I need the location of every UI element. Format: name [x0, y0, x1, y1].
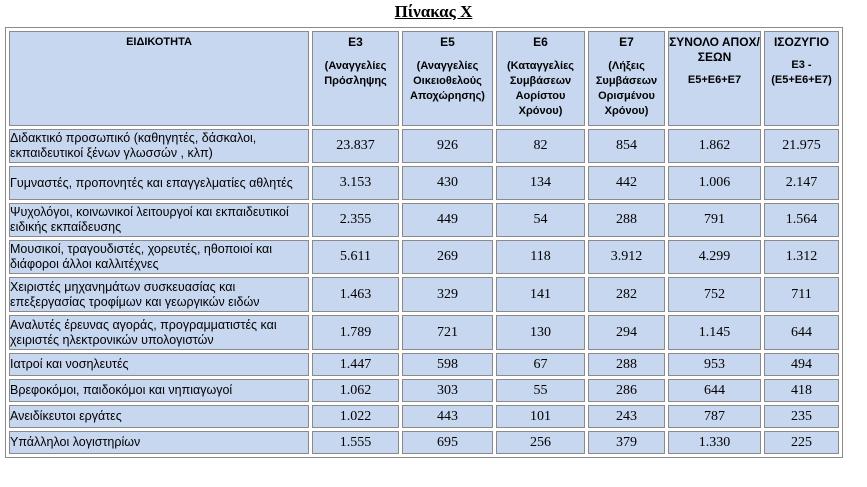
- header-balance-title: ΙΣΟΖΥΓΙΟ: [773, 35, 830, 49]
- specialty-cell: Ψυχολόγοι, κοινωνικοί λειτουργοί και εκπαιδευτικοί ειδικής εκπαίδευσης: [9, 203, 309, 237]
- e5-cell: 443: [402, 405, 493, 428]
- e7-cell: 854: [588, 129, 665, 163]
- header-e3-code: Ε3: [348, 35, 363, 49]
- header-e5: [402, 31, 493, 126]
- table-row: [9, 353, 839, 376]
- header-e5-code: Ε5: [440, 35, 455, 49]
- header-e7: [588, 31, 665, 126]
- header-row: [9, 31, 839, 126]
- e7-cell: 288: [588, 203, 665, 237]
- table-row: [9, 240, 839, 274]
- e5-cell: 269: [402, 240, 493, 274]
- balance-cell: 225: [764, 431, 839, 454]
- specialty-cell: Γυμναστές, προπονητές και επαγγελματίες αθλητές: [9, 166, 309, 200]
- e3-cell: 23.837: [312, 129, 399, 163]
- e3-cell: 1.555: [312, 431, 399, 454]
- header-total-title: ΣΥΝΟΛΟ ΑΠΟΧ/ΣΕΩΝ: [669, 35, 760, 64]
- table-row: [9, 379, 839, 402]
- header-e3-desc: (Αναγγελίες Πρόσληψης: [324, 60, 387, 87]
- e7-cell: 282: [588, 277, 665, 312]
- e3-cell: 2.355: [312, 203, 399, 237]
- balance-cell: 2.147: [764, 166, 839, 200]
- e3-cell: 1.062: [312, 379, 399, 402]
- table-row: [9, 315, 839, 350]
- balance-cell: 1.564: [764, 203, 839, 237]
- e6-cell: 118: [496, 240, 585, 274]
- e6-cell: 141: [496, 277, 585, 312]
- e7-cell: 243: [588, 405, 665, 428]
- total-cell: 787: [668, 405, 761, 428]
- table-row: [9, 166, 839, 200]
- balance-cell: 21.975: [764, 129, 839, 163]
- e5-cell: 721: [402, 315, 493, 350]
- header-balance-formula2: (Ε5+Ε6+Ε7): [771, 74, 832, 86]
- e3-cell: 1.789: [312, 315, 399, 350]
- balance-cell: 644: [764, 315, 839, 350]
- header-e5-desc: (Αναγγελίες Οικειοθελούς Αποχώρησης): [410, 60, 485, 102]
- total-cell: 1.862: [668, 129, 761, 163]
- e6-cell: 55: [496, 379, 585, 402]
- total-cell: 4.299: [668, 240, 761, 274]
- header-e3: [312, 31, 399, 126]
- header-e6: [496, 31, 585, 126]
- e6-cell: 130: [496, 315, 585, 350]
- e3-cell: 5.611: [312, 240, 399, 274]
- header-e6-code: Ε6: [533, 35, 548, 49]
- e7-cell: 288: [588, 353, 665, 376]
- header-e7-desc: (Λήξεις Συμβάσεων Ορισμένου Χρόνου): [595, 60, 658, 117]
- specialty-cell: Υπάλληλοι λογιστηρίων: [9, 431, 309, 454]
- header-total: [668, 31, 761, 126]
- header-specialty: ΕΙΔΙΚΟΤΗΤΑ: [9, 31, 309, 126]
- e6-cell: 82: [496, 129, 585, 163]
- e6-cell: 67: [496, 353, 585, 376]
- e5-cell: 449: [402, 203, 493, 237]
- specialty-cell: Ανειδίκευτοι εργάτες: [9, 405, 309, 428]
- e6-cell: 101: [496, 405, 585, 428]
- total-cell: 1.330: [668, 431, 761, 454]
- e5-cell: 430: [402, 166, 493, 200]
- total-cell: 752: [668, 277, 761, 312]
- e7-cell: 294: [588, 315, 665, 350]
- header-total-formula: Ε5+Ε6+Ε7: [687, 74, 742, 86]
- specialty-cell: Μουσικοί, τραγουδιστές, χορευτές, ηθοποιοί και διάφοροι άλλοι καλλιτέχνες: [9, 240, 309, 274]
- table-title: Πίνακας Χ: [394, 2, 473, 21]
- specialty-cell: Ιατροί και νοσηλευτές: [9, 353, 309, 376]
- e3-cell: 1.463: [312, 277, 399, 312]
- total-cell: 1.145: [668, 315, 761, 350]
- balance-cell: 494: [764, 353, 839, 376]
- header-e6-desc: (Καταγγελίες Συμβάσεων Αορίστου Χρόνου): [506, 60, 575, 117]
- e5-cell: 926: [402, 129, 493, 163]
- e7-cell: 442: [588, 166, 665, 200]
- e3-cell: 3.153: [312, 166, 399, 200]
- e3-cell: 1.447: [312, 353, 399, 376]
- e7-cell: 286: [588, 379, 665, 402]
- e7-cell: 3.912: [588, 240, 665, 274]
- total-cell: 953: [668, 353, 761, 376]
- table-row: [9, 277, 839, 312]
- e6-cell: 134: [496, 166, 585, 200]
- e5-cell: 695: [402, 431, 493, 454]
- specialty-cell: Διδακτικό προσωπικό (καθηγητές, δάσκαλοι, εκπαιδευτικοί ξένων γλωσσών , κλπ): [9, 129, 309, 163]
- table-row: [9, 431, 839, 454]
- e6-cell: 54: [496, 203, 585, 237]
- table-row: [9, 203, 839, 237]
- specialty-cell: Αναλυτές έρευνας αγοράς, προγραμματιστές και χειριστές ηλεκτρονικών υπολογιστών: [9, 315, 309, 350]
- balance-cell: 1.312: [764, 240, 839, 274]
- e3-cell: 1.022: [312, 405, 399, 428]
- e7-cell: 379: [588, 431, 665, 454]
- e5-cell: 329: [402, 277, 493, 312]
- e6-cell: 256: [496, 431, 585, 454]
- specialty-cell: Βρεφοκόμοι, παιδοκόμοι και νηπιαγωγοί: [9, 379, 309, 402]
- e5-cell: 598: [402, 353, 493, 376]
- balance-cell: 711: [764, 277, 839, 312]
- total-cell: 791: [668, 203, 761, 237]
- header-balance-formula1: Ε3 -: [791, 59, 812, 71]
- header-balance: [764, 31, 839, 126]
- total-cell: 644: [668, 379, 761, 402]
- balance-cell: 418: [764, 379, 839, 402]
- data-table: [5, 27, 843, 458]
- table-row: [9, 405, 839, 428]
- header-e7-code: Ε7: [619, 35, 634, 49]
- e5-cell: 303: [402, 379, 493, 402]
- balance-cell: 235: [764, 405, 839, 428]
- table-row: [9, 129, 839, 163]
- specialty-cell: Χειριστές μηχανημάτων συσκευασίας και επεξεργασίας τροφίμων και γεωργικών ειδών: [9, 277, 309, 312]
- total-cell: 1.006: [668, 166, 761, 200]
